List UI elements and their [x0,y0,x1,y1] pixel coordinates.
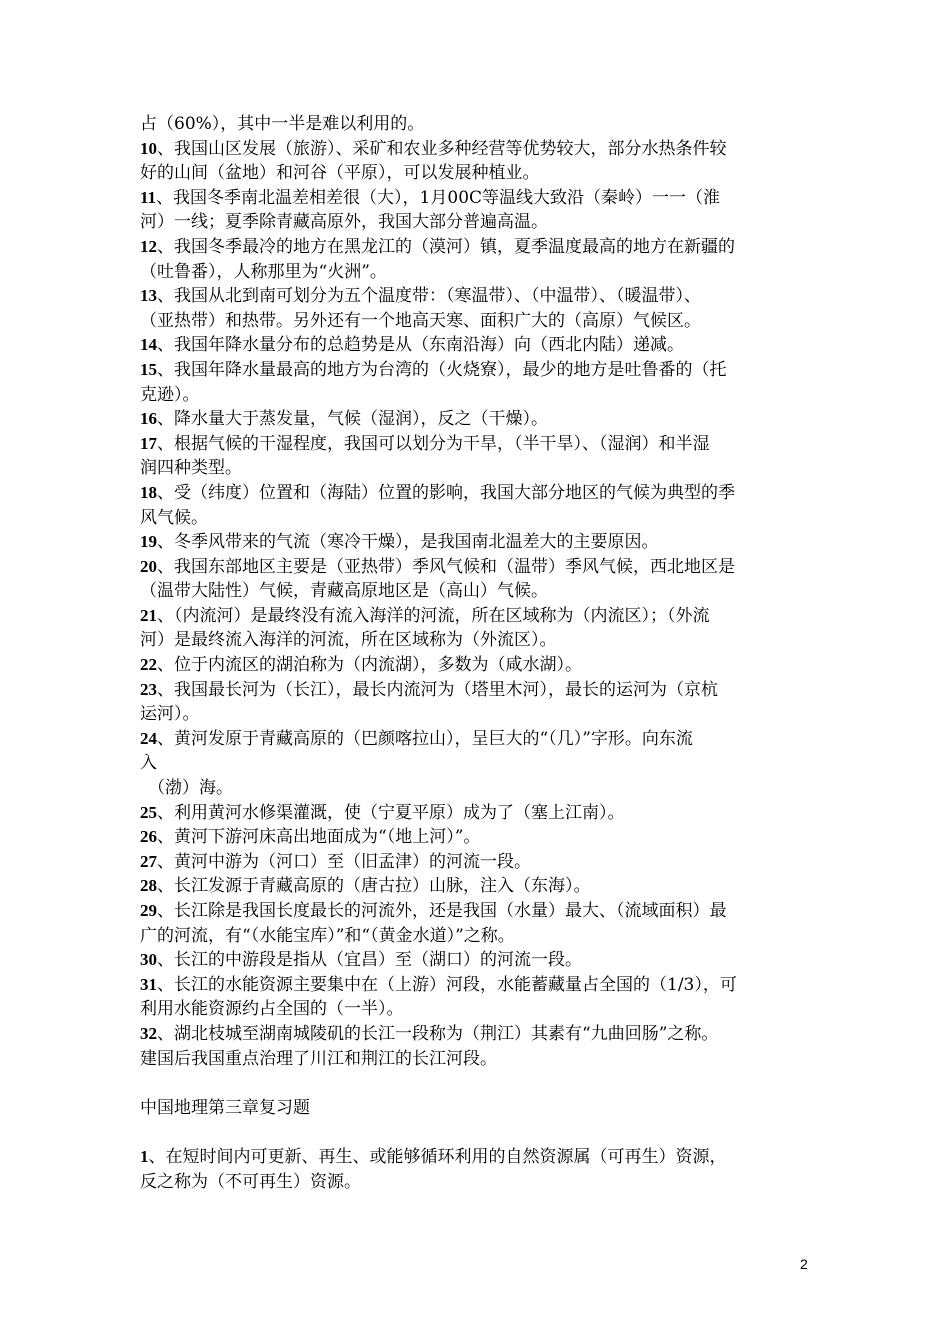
line-text: 、冬季风带来的气流（寒冷干燥），是我国南北温差大的主要原因。 [157,532,659,553]
item-number: 12 [140,236,157,256]
line-text: （渤）海。 [148,778,233,799]
blank-spacer [140,1071,820,1096]
line-text: 河）一线；夏季除青藏高原外，我国大部分普遍高温。 [140,212,548,233]
line-text: 润四种类型。 [140,458,242,479]
line-text: 、我国年降水量分布的总趋势是从（东南沿海）向（西北内陆）递减。 [157,335,684,356]
text-line [140,481,820,506]
line-text: 、利用黄河水修渠灌溉，使（宁夏平原）成为了（塞上江南）。 [157,802,625,823]
text-line [140,407,820,432]
text-line [140,604,820,629]
text-line [140,899,820,924]
text-line [140,358,820,383]
text-line [140,432,820,457]
line-text: 、我国山区发展（旅游）、采矿和农业多种经营等优势较大，部分水热条件较 [157,138,727,159]
item-number: 22 [140,655,157,675]
line-text: 风气候。 [140,507,208,528]
text-line [140,186,820,211]
text-line [140,825,820,850]
line-text: 广的河流，有“（水能宝库）”和“（黄金水道）”之称。 [140,925,515,946]
line-text: 、我国冬季南北温差相差很（大），1月00C等温线大致沿（秦岭）一一（淮 [156,187,721,208]
text-line [140,161,820,186]
item-number: 21 [140,605,157,625]
line-text: 占（60%），其中一半是难以利用的。 [140,114,425,134]
document-body [140,112,820,1194]
line-text: 、黄河中游为（河口）至（旧孟津）的河流一段。 [157,851,531,872]
item-number: 30 [140,950,157,970]
line-text: 河）是最终流入海洋的河流，所在区域称为（外流区）。 [140,630,557,651]
item-number: 11 [140,187,157,207]
line-text: 建国后我国重点治理了川江和荆江的长江河段。 [140,1048,497,1069]
item-number: 25 [140,802,157,822]
line-text: 好的山间（盆地）和河谷（平原），可以发展种植业。 [140,163,540,184]
text-line [140,1047,820,1072]
line-text: 克逊）。 [140,384,200,405]
item-number: 24 [140,728,157,748]
line-text: 、我国冬季最冷的地方在黑龙江的（漠河）镇，夏季温度最高的地方在新疆的 [157,236,735,257]
line-text: 、（内流河）是最终没有流入海洋的河流，所在区域称为（内流区）；（外流 [157,605,710,626]
text-line [140,628,820,653]
line-text: 、长江的水能资源主要集中在（上游）河段，水能蓄藏量占全国的（1/3），可 [157,974,737,995]
text-line [140,801,820,826]
text-line [140,309,820,334]
text-line [140,235,820,260]
text-line [140,137,820,162]
text-line [140,579,820,604]
text-line [140,973,820,998]
text-line [140,751,820,776]
text-line [140,506,820,531]
text-line [140,776,820,801]
line-text: 利用水能资源约占全国的（一半）。 [140,999,404,1020]
text-line [140,727,820,752]
item-number: 31 [140,974,157,994]
line-text: 、长江发源于青藏高原的（唐古拉）山脉，注入（东海）。 [157,876,591,897]
line-text: 、我国年降水量最高的地方为台湾的（火烧寮），最少的地方是吐鲁番的（托 [157,359,727,380]
item-number: 27 [140,851,157,871]
blank-spacer [140,1120,820,1145]
text-line [140,948,820,973]
line-text: （吐鲁番），人称那里为“火洲”。 [140,261,387,282]
line-text: 、我国最长河为（长江），最长内流河为（塔里木河），最长的运河为（京杭 [157,679,718,700]
text-line [140,1022,820,1047]
line-text: 、湖北枝城至湖南城陵矶的长江一段称为（荆江）其素有“九曲回肠”之称。 [157,1023,719,1044]
text-line [140,383,820,408]
line-text: （亚热带）和热带。另外还有一个地高天寒、面积广大的（高原）气候区。 [140,310,701,331]
item-number: 1 [140,1146,149,1166]
item-number: 16 [140,409,157,429]
text-line [140,530,820,555]
item-number: 17 [140,433,157,453]
line-text: 入 [140,753,157,774]
item-number: 10 [140,138,157,158]
line-text: 运河）。 [140,704,200,725]
item-number: 29 [140,901,157,920]
item-number: 14 [140,335,157,355]
text-line [140,284,820,309]
line-text: 、在短时间内可更新、再生、或能够循环利用的自然资源属（可再生）资源， [148,1146,727,1167]
section-line [140,1170,820,1195]
text-line [140,702,820,727]
item-number: 23 [140,679,157,699]
line-text: 、位于内流区的湖泊称为（内流湖），多数为（咸水湖）。 [157,655,582,676]
text-line [140,555,820,580]
line-text: 、我国东部地区主要是（亚热带）季风气候和（温带）季风气候，西北地区是 [157,556,735,577]
text-line [140,653,820,678]
item-number: 15 [140,359,157,379]
text-line [140,456,820,481]
item-number: 13 [140,286,157,306]
item-number: 28 [140,876,157,896]
line-text: 、长江除是我国长度最长的河流外，还是我国（水量）最大、（流域面积）最 [157,901,727,921]
item-number: 26 [140,827,157,847]
text-line [140,210,820,235]
item-number: 19 [140,532,157,552]
line-text: （温带大陆性）气候，青藏高原地区是（高山）气候。 [140,581,548,602]
text-line [140,874,820,899]
text-line [140,924,820,949]
line-text: 、我国从北到南可划分为五个温度带：（寒温带）、（中温带）、（暖温带）、 [157,286,701,307]
text-line [140,333,820,358]
text-line [140,850,820,875]
text-line [140,260,820,285]
item-number: 18 [140,482,157,502]
text-line [140,678,820,703]
page-number: 2 [800,1256,808,1272]
section-line [140,1145,820,1170]
line-text: 、长江的中游段是指从（宜昌）至（湖口）的河流一段。 [157,950,582,971]
text-line [140,997,820,1022]
line-text: 反之称为（不可再生）资源。 [140,1171,361,1192]
text-line [140,112,820,137]
line-text: 、根据气候的干湿程度，我国可以划分为干旱，（半干旱）、（湿润）和半湿 [157,433,710,454]
line-text: 、黄河下游河床高出地面成为“（地上河）”。 [157,827,481,848]
line-text: 、降水量大于蒸发量，气候（湿润），反之（干燥）。 [157,409,548,430]
line-text: 、黄河发原于青藏高原的（巴颜喀拉山），呈巨大的“（几）”字形。向东流 [157,728,693,749]
item-number: 20 [140,556,157,576]
line-text: 、受（纬度）位置和（海陆）位置的影响，我国大部分地区的气候为典型的季 [157,482,735,503]
item-number: 32 [140,1023,157,1043]
section-title: 中国地理第三章复习题 [140,1097,310,1118]
